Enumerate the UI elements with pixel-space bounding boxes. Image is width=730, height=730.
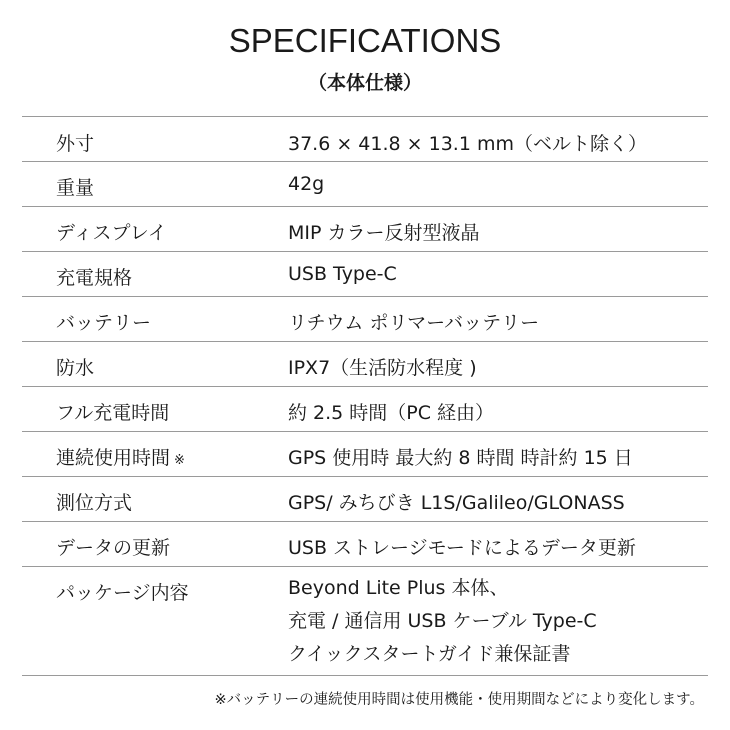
spec-row-waterproof (22, 342, 708, 387)
spec-table (22, 116, 708, 676)
spec-row-dimensions (22, 117, 708, 162)
footnote: ※バッテリーの連続使用時間は使用機能・使用期間などにより変化します。 (214, 692, 704, 708)
spec-row-display (22, 207, 708, 252)
spec-label: 重量 (56, 177, 95, 199)
spec-row-package (22, 567, 708, 676)
spec-label: 充電規格 (56, 267, 133, 289)
spec-value: GPS/ みちびき L1S/Galileo/GLONASS (288, 492, 625, 514)
spec-label (56, 443, 185, 470)
spec-row-charging (22, 252, 708, 297)
spec-label: バッテリー (56, 312, 152, 334)
spec-row-runtime (22, 432, 708, 477)
spec-label-text: 連続使用時間 (56, 447, 171, 469)
spec-label: 防水 (56, 357, 95, 379)
spec-value: USB Type-C (288, 263, 397, 285)
package-item: クイックスタートガイド兼保証書 (288, 643, 571, 665)
spec-row-charge-time (22, 387, 708, 432)
spec-value: USB ストレージモードによるデータ更新 (288, 537, 636, 559)
spec-value: GPS 使用時 最大約 8 時間 時計約 15 日 (288, 447, 633, 469)
page-title: SPECIFICATIONS (228, 22, 502, 59)
spec-value: リチウム ポリマーバッテリー (288, 312, 540, 334)
spec-label: データの更新 (56, 537, 171, 559)
spec-row-battery (22, 297, 708, 342)
spec-value: MIP カラー反射型液晶 (288, 222, 480, 244)
spec-value: IPX7（生活防水程度 ) (288, 357, 477, 379)
spec-label: フル充電時間 (56, 402, 170, 424)
spec-value: 42g (288, 173, 325, 195)
page-subtitle: （本体仕様） (307, 72, 422, 94)
footnote-marker: ※ (174, 453, 185, 468)
spec-label: 測位方式 (56, 492, 133, 514)
spec-label: パッケージ内容 (56, 582, 189, 604)
package-item: Beyond Lite Plus 本体、 (288, 577, 509, 599)
spec-row-data-update (22, 522, 708, 567)
spec-value: 37.6 × 41.8 × 13.1 mm（ベルト除く） (288, 133, 647, 155)
spec-value: 約 2.5 時間（PC 経由） (288, 402, 495, 424)
spec-row-weight (22, 162, 708, 207)
spec-label: ディスプレイ (56, 222, 167, 244)
package-item: 充電 / 通信用 USB ケーブル Type-C (288, 610, 597, 632)
spec-row-positioning (22, 477, 708, 522)
spec-label: 外寸 (56, 133, 95, 155)
spec-value-multiline (288, 578, 597, 671)
